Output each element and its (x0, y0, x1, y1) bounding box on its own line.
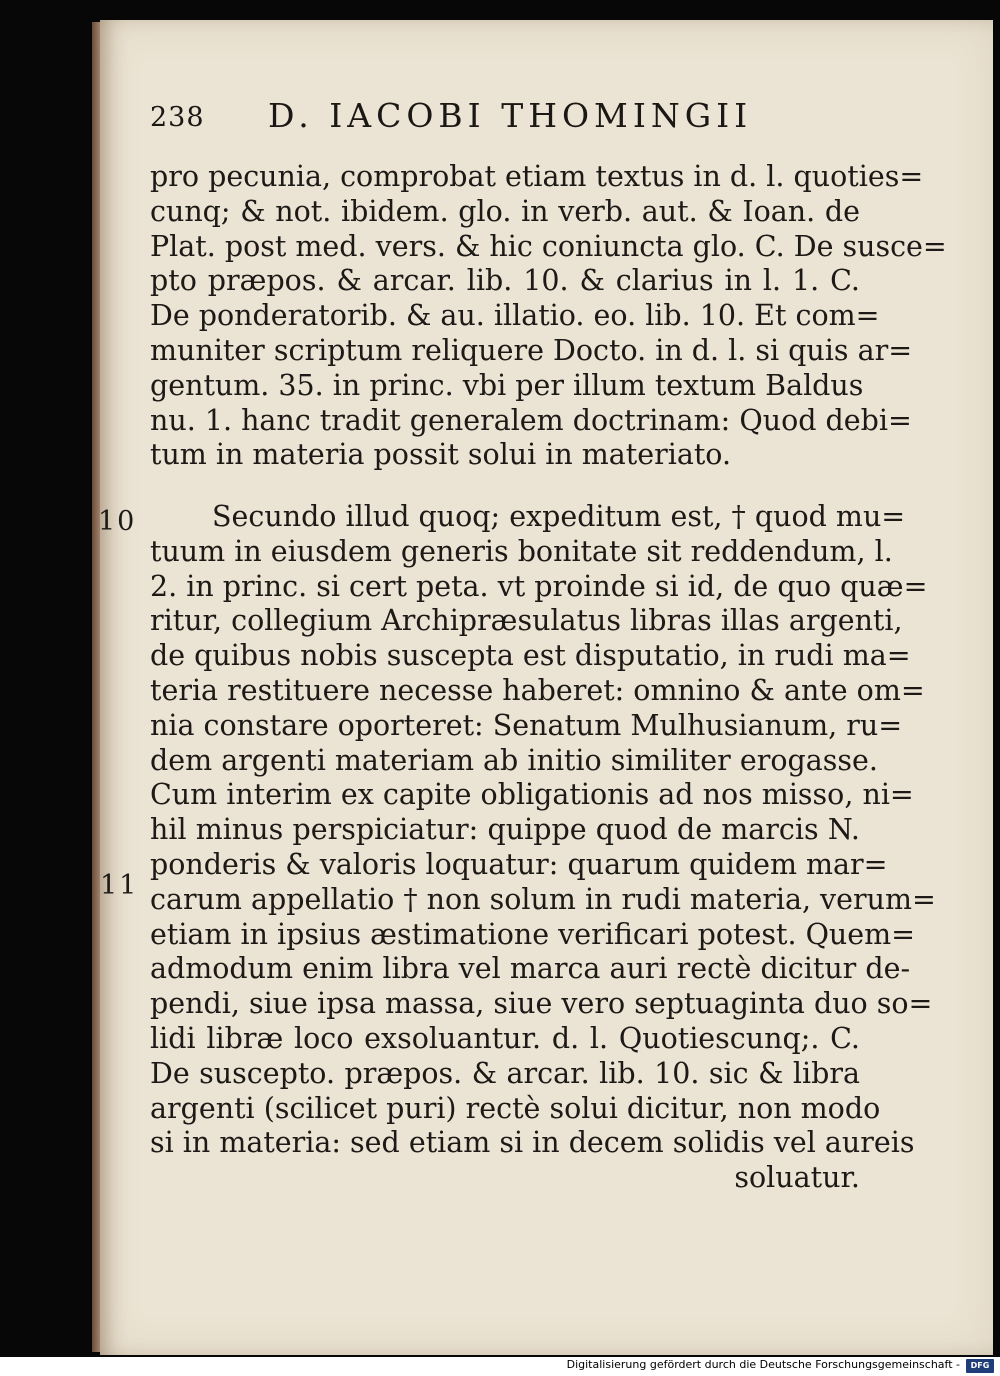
text-line: gentum. 35. in princ. vbi per illum textum Baldus (150, 368, 864, 402)
text-line: pro pecunia, comprobat etiam textus in d. l. quoties= (150, 160, 924, 193)
dfg-logo-icon: DFG (966, 1359, 994, 1373)
text-line: Cum interim ex capite obligationis ad nos misso, ni= (150, 778, 914, 812)
text-line: de quibus nobis suscepta est disputatio, in rudi ma= (150, 639, 911, 673)
text-line: soluatur. (734, 1161, 860, 1195)
text-line: tum in materia possit solui in materiato. (150, 438, 732, 472)
text-line: Plat. post med. vers. & hic coniuncta glo. C. De susce= (150, 229, 947, 263)
text-line: muniter scriptum reliquere Docto. in d. l. si quis ar= (150, 333, 913, 367)
text-line: De suscepto. præpos. & arcar. lib. 10. sic & libra (150, 1056, 860, 1090)
text-line: hil minus perspiciatur: quippe quod de marcis N. (150, 813, 860, 847)
text-line: lidi libræ loco exsoluantur. d. l. Quotiescunq;. C. (150, 1021, 860, 1055)
text-line: argenti (scilicet puri) rectè solui dicitur, non modo (150, 1091, 881, 1125)
digitization-footer (0, 1357, 1000, 1376)
page-number: 238 (150, 102, 205, 133)
text-line: tuum in eiusdem generis bonitate sit reddendum, l. (150, 534, 893, 568)
running-head-title: D. IACOBI THOMINGII (268, 96, 753, 135)
paragraph-1 (150, 160, 947, 473)
text-line: admodum enim libra vel marca auri rectè dicitur de- (150, 952, 911, 986)
text-line: nia constare oporteret: Senatum Mulhusianum, ru= (150, 708, 903, 742)
text-line: ponderis & valoris loquatur: quarum quidem mar= (150, 847, 888, 881)
text-line: ritur, collegium Archipræsulatus libras illas argenti, (150, 604, 903, 638)
text-line: pendi, siue ipsa massa, siue vero septuaginta duo so= (150, 987, 933, 1021)
running-head (150, 96, 870, 146)
footer-credit: Digitalisierung gefördert durch die Deutsche Forschungsgemeinschaft - (566, 1358, 960, 1371)
text-line: 2. in princ. si cert peta. vt proinde si id, de quo quæ= (150, 569, 928, 603)
margin-note-11: 11 (100, 870, 139, 901)
margin-note-10: 10 (98, 506, 137, 537)
text-line: teria restituere necesse haberet: omnino & ante om= (150, 673, 925, 707)
text-line: Secundo illud quoq; expeditum est, † quod mu= (212, 500, 906, 533)
text-line: pto præpos. & arcar. lib. 10. & clarius in l. 1. C. (150, 264, 860, 298)
text-line: De ponderatorib. & au. illatio. eo. lib. 10. Et com= (150, 299, 880, 333)
text-line: dem argenti materiam ab initio similiter erogasse. (150, 743, 878, 777)
text-line: cunq; & not. ibidem. glo. in verb. aut. & Ioan. de (150, 194, 860, 228)
paragraph-2 (150, 500, 936, 1196)
text-line: nu. 1. hanc tradit generalem doctrinam: Quod debi= (150, 403, 912, 437)
text-line: si in materia: sed etiam si in decem solidis vel aureis (150, 1126, 915, 1160)
text-line: carum appellatio † non solum in rudi materia, verum= (150, 882, 936, 916)
page-edge (92, 22, 100, 1352)
text-line: etiam in ipsius æstimatione verificari potest. Quem= (150, 917, 916, 951)
